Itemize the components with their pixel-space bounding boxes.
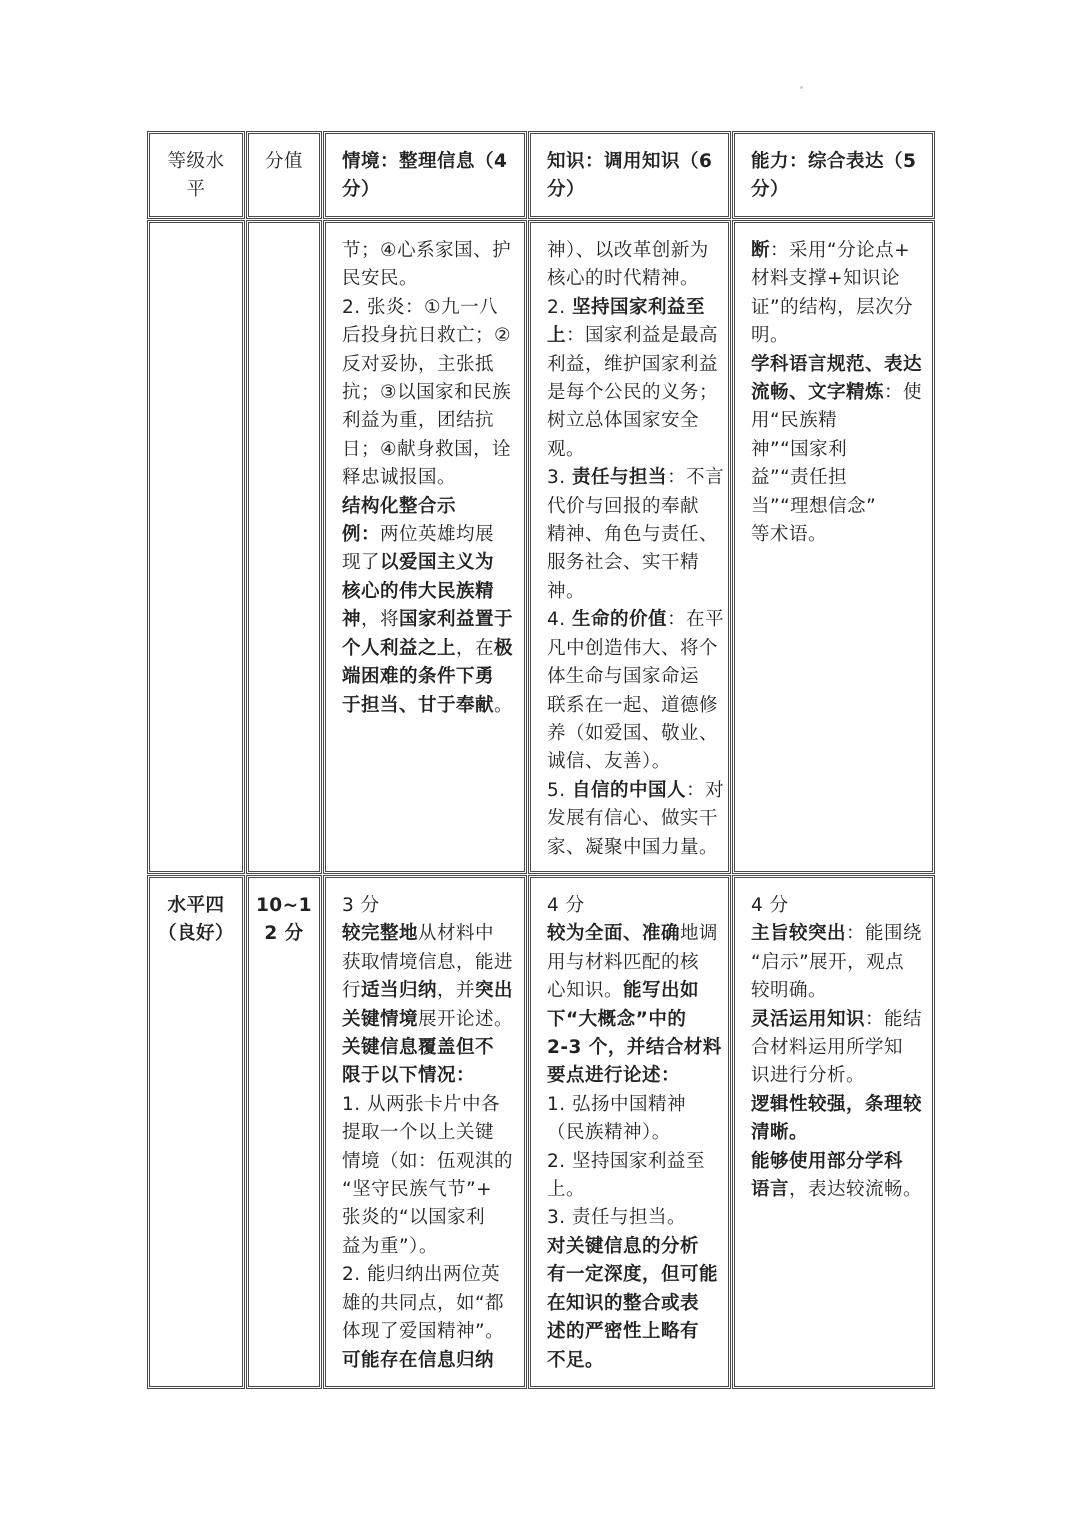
text: 3. [547,467,573,489]
text: 用与材料匹配的核 [547,951,700,973]
header-knowledge [528,131,731,219]
cell-line [342,663,512,691]
text: 心知识。 [547,980,624,1002]
text: 日；④献身救国，诠 [342,438,512,460]
cell-line [547,436,716,464]
cell-line [342,464,512,492]
text: 现了 [342,552,381,574]
cell-line [751,436,920,464]
level4-score-cell [246,875,322,1389]
text: 2. 能归纳出两位英 [342,1264,501,1286]
text: 明。 [751,325,790,347]
cell-line: 10~1 [255,895,313,916]
text: 树立总体国家安全 [547,410,700,432]
cell-line: 分） [342,179,381,201]
cell-line [547,379,719,407]
text: 2. 张炎：①九一八 [342,296,499,318]
bold-text: 自信的中国人 [572,779,687,801]
bold-text: 适当归纳 [361,980,438,1002]
text: 反对妥协，主张抵 [342,353,495,375]
bold-text: 结构化整合示 [342,495,457,517]
text: 凡中创造伟大、将个 [547,637,719,659]
cell-line [342,351,512,379]
cell-line [342,1318,512,1346]
text: 用“民族精 [751,410,838,432]
cell-line [751,265,920,293]
cell-line: 2 分 [264,923,304,945]
cell-line [547,892,716,920]
text: ：在平 [667,609,725,631]
cell-line [547,549,716,577]
continued-level-cell [147,220,245,874]
cell-line: 分） [751,179,790,201]
cell-line [342,407,512,435]
cell-line [342,578,512,606]
cell-line [751,920,923,948]
text: 地调 [680,923,719,945]
cell-line [342,1034,512,1062]
cell-line: （良好） [157,923,234,945]
cell-line [547,521,719,549]
text: 民安民。 [342,268,419,290]
cell-line [547,237,716,265]
cell-line [342,977,512,1005]
bold-text: 例： [342,524,381,546]
level4-knowledge-cell [528,875,731,1389]
cell-line [547,322,719,350]
cell-line [547,1176,716,1204]
text: 上。 [547,1179,586,1201]
text: 家、凝聚中国力量。 [547,836,719,858]
cell-line [547,748,716,776]
cell-line [751,379,923,407]
bold-text: 有一定深度，但可能 [547,1264,719,1286]
cell-line [547,949,716,977]
cell-line [342,1006,512,1034]
text: 等术语。 [751,524,828,546]
bold-text: 灵活运用知识 [751,1008,866,1030]
cell-line: 分） [547,179,586,201]
cell-line [342,237,512,265]
bold-text: 流畅、文字精炼 [751,382,885,404]
text: 从材料中 [418,923,495,945]
text: 2. 坚持国家利益至 [547,1150,706,1172]
cell-line [547,606,725,634]
cell-line [547,805,719,833]
cell-line [751,294,920,322]
cell-line [547,1261,719,1289]
text: 发展有信心、做实干 [547,808,719,830]
text: “启示”展开，观点 [751,951,905,973]
cell-line [751,892,920,920]
text: 4 分 [751,895,789,916]
text: 2. [547,296,573,318]
header-score [246,131,322,219]
cell-line [547,1034,722,1062]
continued-ability-cell [732,220,935,874]
text: 抗；③以国家和民族 [342,382,512,404]
cell-line [547,692,719,720]
cell-line [751,949,920,977]
cell-line [547,407,716,435]
continued-situation-cell [323,220,527,874]
bold-text: 于担当、甘于奉献 [342,694,495,716]
bold-text: 上 [547,325,567,347]
text: 神）、以改革创新为 [547,240,709,261]
cell-line [547,1062,716,1090]
cell-line [751,407,920,435]
text: 获取情境信息，能进 [342,951,514,973]
text: ：对 [686,779,725,801]
bold-text: 语言 [751,1179,790,1201]
cell-line [547,1290,716,1318]
text: 。 [494,694,514,716]
level4-situation-cell [323,875,527,1389]
cell-line [342,949,512,977]
cell-line [547,1204,716,1232]
cell-line [342,294,512,322]
cell-line [547,1006,716,1034]
cell-line [547,1318,716,1346]
text: 利益，维护国家利益 [547,353,719,375]
cell-line [342,521,512,549]
text: ：采用“分论点+ [770,240,911,261]
text: ：能结 [865,1008,923,1030]
bold-text: 主旨较突出 [751,923,847,945]
cell-line [547,834,719,862]
cell-line [342,1148,512,1176]
cell-line [547,1119,716,1147]
bold-text: 生命的价值 [572,609,668,631]
text: 精神、角色与责任、 [547,524,719,546]
scan-dot [800,86,803,89]
text: 合材料运用所学知 [751,1037,904,1059]
text: ，表达较流畅。 [789,1179,923,1201]
cell-line [751,464,920,492]
text: 观。 [547,438,586,460]
text: 5. [547,779,573,801]
cell-line [342,379,512,407]
cell-line: 水平四 [167,895,225,916]
cell-line [547,777,725,805]
text: 较明确。 [751,980,828,1002]
bold-text: 国家利益置于 [399,609,514,631]
cell-line [342,692,512,720]
cell-line: 等级水 [167,151,225,172]
bold-text: 关键信息覆盖但不 [342,1037,495,1059]
text: 益”“责任担 [751,467,848,489]
bold-text: 突出 [475,980,514,1002]
text: （民族精神）。 [547,1122,671,1144]
text: ：能围绕 [846,923,923,945]
cell-line [547,464,725,492]
text: 情境（如：伍观淇的 [342,1150,514,1172]
cell-line [342,322,512,350]
cell-line [751,1119,920,1147]
bold-text: 断 [751,240,771,261]
continued-knowledge-cell [528,220,731,874]
cell-line [342,265,512,293]
text: 核心的时代精神。 [547,268,700,290]
text: 利益为重，团结抗 [342,410,495,432]
text: ：使 [884,382,923,404]
cell-line: 分值 [264,151,303,172]
text: 张炎的“以国家利 [342,1207,486,1229]
cell-line [342,920,512,948]
cell-line [751,1006,923,1034]
bold-text: 逻辑性较强，条理较 [751,1093,923,1115]
bold-text: 下“大概念”中的 [547,1008,687,1030]
text: 养（如爱国、敬业、 [547,722,719,744]
cell-line [342,1062,512,1090]
cell-line [547,1091,716,1119]
text: 3. 责任与担当。 [547,1207,687,1229]
text: 3 分 [342,895,380,916]
text: 证”的结构，层次分 [751,296,914,318]
header-level [147,131,245,219]
text: 体生命与国家命运 [547,666,700,688]
text: 行 [342,980,362,1002]
cell-line: 知识：调用知识（6 [547,151,713,172]
text: 神”“国家利 [751,438,848,460]
bold-text: 较为全面、准确 [547,923,681,945]
cell-line [751,1062,920,1090]
text: 材料支撑+知识论 [751,268,901,290]
bold-text: 述的严密性上略有 [547,1321,700,1343]
text: 展开论述。 [418,1008,514,1030]
text: 1. 从两张卡片中各 [342,1093,501,1115]
text: 当”“理想信念” [751,495,877,517]
text: ：不言 [667,467,725,489]
cell-line [342,436,512,464]
cell-line [342,549,512,577]
bold-text: 限于以下情况： [342,1065,476,1087]
cell-line [547,977,716,1005]
bold-text: 极 [494,637,514,659]
cell-line [547,1148,716,1176]
text: 诚信、友善）。 [547,751,671,773]
cell-line [751,1091,923,1119]
cell-line [342,1347,512,1375]
header-ability [732,131,935,219]
bold-text: 不足。 [547,1349,605,1371]
bold-text: 对关键信息的分析 [547,1235,700,1257]
text: 神。 [547,580,586,602]
cell-line [342,1261,512,1289]
cell-line [547,663,716,691]
cell-line [547,1347,716,1375]
text: 识进行分析。 [751,1065,866,1087]
cell-line [547,720,719,748]
cell-line [751,237,920,265]
cell-line [547,294,716,322]
bold-text: 要点进行论述： [547,1065,681,1087]
text: 提取一个以上关键 [342,1122,495,1144]
cell-line [547,1233,716,1261]
cell-line [342,606,512,634]
bold-text: 责任与担当 [572,467,668,489]
cell-line: 平 [186,179,206,201]
cell-line [751,322,920,350]
cell-line [342,1204,512,1232]
cell-line [342,1290,512,1318]
cell-line [342,1176,512,1204]
text: 后投身抗日救亡；② [342,325,512,347]
cell-line [342,1233,512,1261]
cell-line: 情境：整理信息（4 [342,151,508,172]
cell-line [547,265,716,293]
cell-line [547,578,716,606]
cell-line: 能力：综合表达（5 [751,151,917,172]
bold-text: 关键情境 [342,1008,419,1030]
cell-line [547,920,719,948]
text: ，并 [437,980,476,1002]
cell-line [751,1176,923,1204]
cell-line [342,493,512,521]
cell-line [751,521,920,549]
bold-text: 坚持国家利益至 [572,296,706,318]
text: 两位英雄均展 [380,524,495,546]
text: ：国家利益是最高 [566,325,719,347]
text: 服务社会、实干精 [547,552,700,574]
cell-line [751,1034,920,1062]
text: “坚守民族气节”+ [342,1179,493,1201]
bold-text: 学科语言规范、表达 [751,353,923,375]
level4-ability-cell [732,875,935,1389]
text: 4 分 [547,895,585,916]
bold-text: 在知识的整合或表 [547,1292,700,1314]
text: 是每个公民的义务； [547,382,719,404]
cell-line [342,1091,512,1119]
cell-line [342,635,512,663]
bold-text: 清晰。 [751,1122,809,1144]
bold-text: 2-3 个，并结合材料 [547,1037,722,1059]
text: 节；④心系家国、护 [342,240,512,261]
text: ，在 [456,637,495,659]
bold-text: 神 [342,609,362,631]
text: 雄的共同点，如“都 [342,1292,505,1314]
cell-line [342,1119,512,1147]
text: 1. 弘扬中国精神 [547,1093,687,1115]
cell-line [751,493,920,521]
cell-line [547,351,719,379]
text: 代价与回报的奉献 [547,495,700,517]
header-situation [323,131,527,219]
continued-score-cell [246,220,322,874]
bold-text: 个人利益之上 [342,637,457,659]
bold-text: 能写出如 [623,980,700,1002]
text: 4. [547,609,573,631]
bold-text: 较完整地 [342,923,419,945]
level4-level-cell [147,875,245,1389]
cell-line [751,351,923,379]
text: 释忠诚报国。 [342,467,457,489]
cell-line [547,493,716,521]
bold-text: 能够使用部分学科 [751,1150,904,1172]
cell-line [751,977,920,1005]
cell-line [547,635,719,663]
bold-text: 端困难的条件下勇 [342,666,495,688]
bold-text: 核心的伟大民族精 [342,580,495,602]
bold-text: 以爱国主义为 [380,552,495,574]
cell-line [342,892,512,920]
text: 益为重”）。 [342,1235,438,1257]
cell-line [751,1148,920,1176]
bold-text: 可能存在信息归纳 [342,1349,495,1371]
text: ，将 [361,609,400,631]
text: 体现了爱国精神”。 [342,1321,505,1343]
text: 联系在一起、道德修 [547,694,719,716]
